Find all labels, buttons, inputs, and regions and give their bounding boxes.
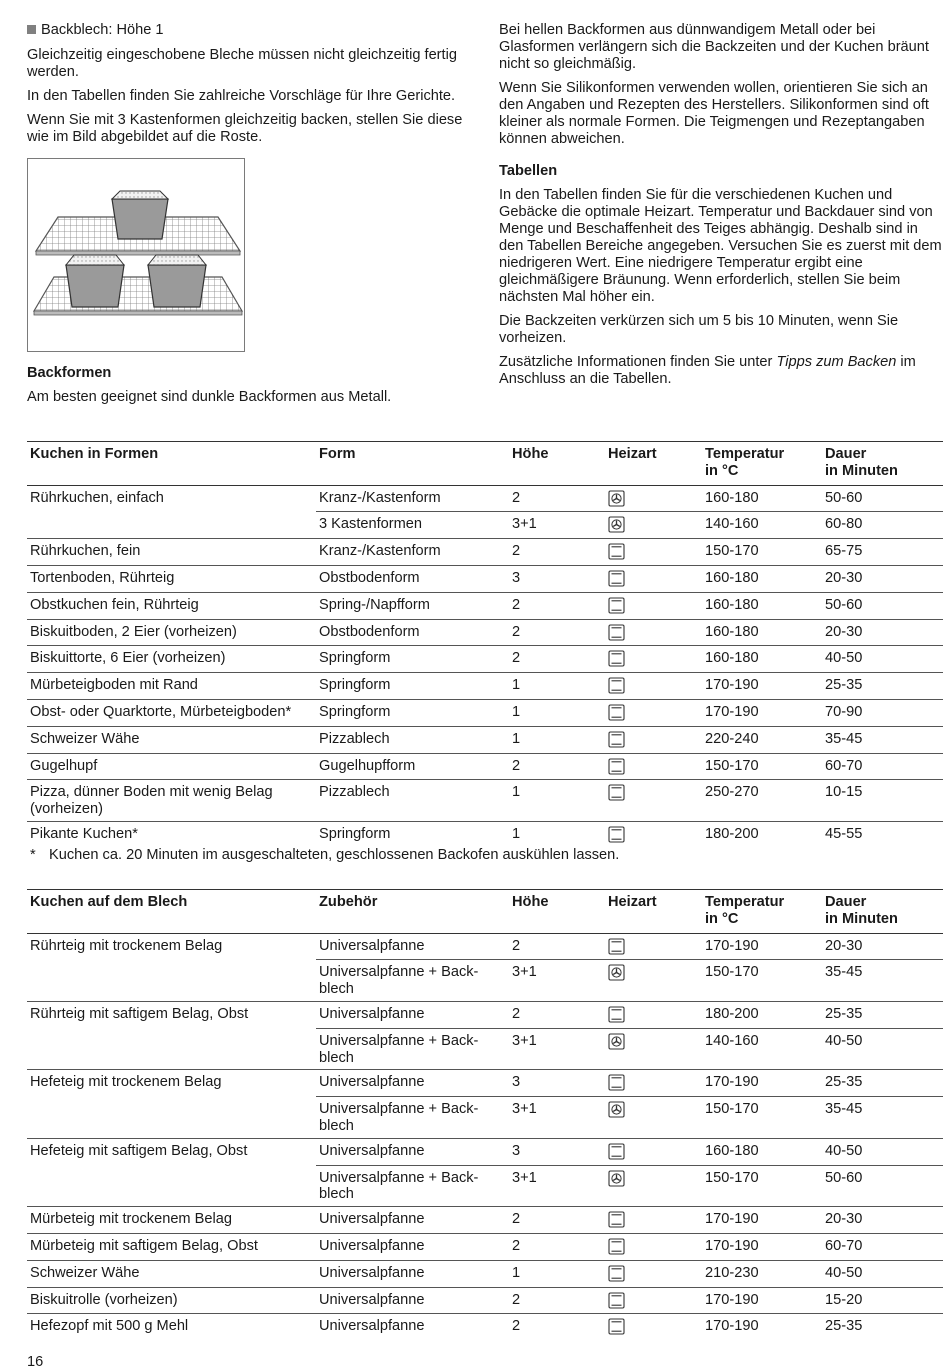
square-bullet-icon: [27, 25, 36, 34]
paragraph: Bei hellen Backformen aus dünnwandigem Metall oder bei Glasformen verlängern sich die Backzeiten und der Kuchen bräunt nicht so gleichmäßig.: [499, 22, 929, 72]
top-bottom-heat-icon: [608, 597, 625, 614]
cake-name-cell: [27, 1165, 316, 1207]
level-cell: 2: [509, 933, 605, 960]
top-bottom-heat-icon: [608, 758, 625, 775]
cake-name-cell: Pizza, dünner Boden mit wenig Belag (vorheizen): [27, 780, 316, 822]
paragraph: [499, 354, 942, 388]
temperature-cell: 160-180: [702, 646, 822, 673]
level-cell: 3+1: [509, 1165, 605, 1207]
table-row: [27, 960, 943, 1002]
table-row: [27, 512, 943, 539]
left-column: [27, 22, 463, 413]
top-bottom-heat-icon: [608, 570, 625, 587]
form-cell: Universalpfanne: [316, 1138, 509, 1165]
duration-cell: 45-55: [822, 821, 943, 847]
duration-cell: 20-30: [822, 1207, 943, 1234]
text: Zusätzliche Informationen finden Sie unter: [499, 354, 777, 370]
level-cell: 2: [509, 1287, 605, 1314]
level-cell: 2: [509, 619, 605, 646]
level-cell: 2: [509, 646, 605, 673]
heating-mode-cell: [605, 512, 702, 539]
heating-mode-cell: [605, 1070, 702, 1097]
top-bottom-heat-icon: [608, 1211, 625, 1228]
hot-air-fan-icon: [608, 516, 625, 533]
table-row: [27, 673, 943, 700]
duration-cell: 40-50: [822, 1260, 943, 1287]
top-bottom-heat-icon: [608, 1292, 625, 1309]
duration-cell: 60-80: [822, 512, 943, 539]
table-row: [27, 1070, 943, 1097]
temperature-cell: 140-160: [702, 512, 822, 539]
form-cell: 3 Kastenformen: [316, 512, 509, 539]
temperature-cell: 210-230: [702, 1260, 822, 1287]
heating-mode-cell: [605, 1260, 702, 1287]
table-row: [27, 821, 943, 847]
level-cell: 2: [509, 1314, 605, 1340]
top-bottom-heat-icon: [608, 1143, 625, 1160]
column-header: Heizart: [605, 890, 702, 934]
hot-air-fan-icon: [608, 964, 625, 981]
table-row: [27, 565, 943, 592]
top-bottom-heat-icon: [608, 677, 625, 694]
cake-name-cell: Obst- oder Quarktorte, Mürbeteigboden*: [27, 699, 316, 726]
duration-cell: 40-50: [822, 1138, 943, 1165]
duration-cell: 60-70: [822, 1233, 943, 1260]
temperature-cell: 150-170: [702, 539, 822, 566]
temperature-cell: 150-170: [702, 960, 822, 1002]
top-bottom-heat-icon: [608, 1006, 625, 1023]
level-cell: 2: [509, 753, 605, 780]
temperature-cell: 170-190: [702, 673, 822, 700]
temperature-cell: 180-200: [702, 1001, 822, 1028]
cake-name-cell: Hefezopf mit 500 g Mehl: [27, 1314, 316, 1340]
heating-mode-cell: [605, 780, 702, 822]
level-cell: 1: [509, 699, 605, 726]
temperature-cell: 170-190: [702, 1070, 822, 1097]
italic-reference: Tipps zum Backen: [776, 354, 897, 370]
heating-mode-cell: [605, 1165, 702, 1207]
heating-mode-cell: [605, 592, 702, 619]
heating-mode-cell: [605, 565, 702, 592]
heating-mode-cell: [605, 821, 702, 847]
temperature-cell: 150-170: [702, 753, 822, 780]
form-cell: Universalpfanne: [316, 1287, 509, 1314]
table-row: [27, 1028, 943, 1070]
column-header: Höhe: [509, 442, 605, 486]
right-column: [499, 22, 942, 395]
cake-name-cell: Obstkuchen fein, Rührteig: [27, 592, 316, 619]
cake-name-cell: Hefeteig mit saftigem Belag, Obst: [27, 1138, 316, 1165]
form-cell: Kranz-/Kastenform: [316, 485, 509, 512]
footnote: [30, 847, 619, 864]
top-bottom-heat-icon: [608, 826, 625, 843]
cake-name-cell: Mürbeteigboden mit Rand: [27, 673, 316, 700]
table-row: [27, 1097, 943, 1139]
duration-cell: 10-15: [822, 780, 943, 822]
bullet-item: [27, 22, 463, 39]
level-cell: 3: [509, 1070, 605, 1097]
top-bottom-heat-icon: [608, 1074, 625, 1091]
form-cell: Springform: [316, 699, 509, 726]
column-header: Form: [316, 442, 509, 486]
duration-cell: 50-60: [822, 1165, 943, 1207]
level-cell: 1: [509, 673, 605, 700]
level-cell: 2: [509, 1207, 605, 1234]
top-bottom-heat-icon: [608, 731, 625, 748]
temperature-cell: 150-170: [702, 1097, 822, 1139]
duration-cell: 15-20: [822, 1287, 943, 1314]
form-cell: Universalpfanne + Back- blech: [316, 1028, 509, 1070]
heating-mode-cell: [605, 1138, 702, 1165]
form-cell: Universalpfanne + Back- blech: [316, 960, 509, 1002]
level-cell: 3: [509, 565, 605, 592]
cake-name-cell: Gugelhupf: [27, 753, 316, 780]
heating-mode-cell: [605, 699, 702, 726]
duration-cell: 50-60: [822, 485, 943, 512]
level-cell: 3+1: [509, 960, 605, 1002]
hot-air-fan-icon: [608, 490, 625, 507]
cake-name-cell: Biskuittorte, 6 Eier (vorheizen): [27, 646, 316, 673]
level-cell: 1: [509, 1260, 605, 1287]
table-row: [27, 1138, 943, 1165]
heating-mode-cell: [605, 619, 702, 646]
duration-cell: 20-30: [822, 933, 943, 960]
table-row: [27, 699, 943, 726]
level-cell: 2: [509, 1001, 605, 1028]
heating-mode-cell: [605, 673, 702, 700]
level-cell: 3: [509, 1138, 605, 1165]
cake-name-cell: Biskuitrolle (vorheizen): [27, 1287, 316, 1314]
form-cell: Springform: [316, 673, 509, 700]
heating-mode-cell: [605, 960, 702, 1002]
column-header: Dauer in Minuten: [822, 442, 943, 486]
duration-cell: 40-50: [822, 646, 943, 673]
duration-cell: 35-45: [822, 1097, 943, 1139]
cake-name-cell: [27, 960, 316, 1002]
duration-cell: 25-35: [822, 1070, 943, 1097]
cake-name-cell: Rührteig mit saftigem Belag, Obst: [27, 1001, 316, 1028]
top-bottom-heat-icon: [608, 1238, 625, 1255]
cake-name-cell: Biskuitboden, 2 Eier (vorheizen): [27, 619, 316, 646]
cake-name-cell: [27, 1028, 316, 1070]
heating-mode-cell: [605, 1207, 702, 1234]
duration-cell: 35-45: [822, 726, 943, 753]
temperature-cell: 160-180: [702, 1138, 822, 1165]
table-row: [27, 1207, 943, 1234]
top-bottom-heat-icon: [608, 938, 625, 955]
level-cell: 2: [509, 539, 605, 566]
table-row: [27, 753, 943, 780]
bullet-text: Backblech: Höhe 1: [41, 22, 164, 38]
level-cell: 3+1: [509, 1028, 605, 1070]
column-header: Höhe: [509, 890, 605, 934]
temperature-cell: 170-190: [702, 1314, 822, 1340]
temperature-cell: 170-190: [702, 1207, 822, 1234]
form-cell: Universalpfanne: [316, 1001, 509, 1028]
temperature-cell: 170-190: [702, 699, 822, 726]
cake-name-cell: Rührteig mit trockenem Belag: [27, 933, 316, 960]
column-header: Zubehör: [316, 890, 509, 934]
heating-mode-cell: [605, 646, 702, 673]
form-cell: Kranz-/Kastenform: [316, 539, 509, 566]
table-row: [27, 592, 943, 619]
footnote-marker: *: [30, 847, 36, 863]
form-cell: Obstbodenform: [316, 619, 509, 646]
temperature-cell: 250-270: [702, 780, 822, 822]
footnote-text: Kuchen ca. 20 Minuten im ausgeschalteten, geschlossenen Backofen auskühlen lassen.: [49, 847, 620, 863]
duration-cell: 20-30: [822, 619, 943, 646]
paragraph: Am besten geeignet sind dunkle Backformen aus Metall.: [27, 389, 392, 405]
heating-mode-cell: [605, 933, 702, 960]
temperature-cell: 150-170: [702, 1165, 822, 1207]
column-header: Temperatur in °C: [702, 890, 822, 934]
temperature-cell: 220-240: [702, 726, 822, 753]
cake-name-cell: Tortenboden, Rührteig: [27, 565, 316, 592]
column-header: Temperatur in °C: [702, 442, 822, 486]
duration-cell: 35-45: [822, 960, 943, 1002]
table-row: [27, 1165, 943, 1207]
form-cell: Pizzablech: [316, 726, 509, 753]
oven-racks-icon: [28, 159, 244, 351]
duration-cell: 25-35: [822, 673, 943, 700]
form-cell: Spring-/Napfform: [316, 592, 509, 619]
kuchen-in-formen-table: [27, 441, 943, 848]
hot-air-fan-icon: [608, 1033, 625, 1050]
column-header: Kuchen auf dem Blech: [27, 890, 316, 934]
heating-mode-cell: [605, 1287, 702, 1314]
heating-mode-cell: [605, 726, 702, 753]
cake-name-cell: [27, 512, 316, 539]
cake-name-cell: Schweizer Wähe: [27, 726, 316, 753]
top-bottom-heat-icon: [608, 650, 625, 667]
duration-cell: 25-35: [822, 1314, 943, 1340]
form-cell: Universalpfanne: [316, 1260, 509, 1287]
duration-cell: 70-90: [822, 699, 943, 726]
form-cell: Universalpfanne: [316, 1070, 509, 1097]
heating-mode-cell: [605, 1028, 702, 1070]
hot-air-fan-icon: [608, 1101, 625, 1118]
table-row: [27, 1260, 943, 1287]
heating-mode-cell: [605, 1233, 702, 1260]
top-bottom-heat-icon: [608, 543, 625, 560]
table-row: [27, 1001, 943, 1028]
table-header-row: [27, 890, 943, 934]
form-cell: Universalpfanne + Back- blech: [316, 1097, 509, 1139]
table-row: [27, 933, 943, 960]
heating-mode-cell: [605, 539, 702, 566]
loaf-pans-on-racks-illustration: [27, 158, 245, 352]
heating-mode-cell: [605, 1001, 702, 1028]
form-cell: Obstbodenform: [316, 565, 509, 592]
top-bottom-heat-icon: [608, 624, 625, 641]
backformen-heading: Backformen: [27, 365, 112, 381]
level-cell: 2: [509, 592, 605, 619]
text: im Anschluss an die Tabellen.: [499, 354, 916, 387]
top-bottom-heat-icon: [608, 704, 625, 721]
duration-cell: 50-60: [822, 592, 943, 619]
level-cell: 1: [509, 821, 605, 847]
cake-name-cell: [27, 1097, 316, 1139]
form-cell: Universalpfanne: [316, 1314, 509, 1340]
column-header: Heizart: [605, 442, 702, 486]
table-row: [27, 485, 943, 512]
table-row: [27, 1287, 943, 1314]
cake-name-cell: Pikante Kuchen*: [27, 821, 316, 847]
temperature-cell: 160-180: [702, 592, 822, 619]
table-row: [27, 539, 943, 566]
heating-mode-cell: [605, 1097, 702, 1139]
page-number: 16: [27, 1354, 44, 1370]
cake-name-cell: Mürbeteig mit trockenem Belag: [27, 1207, 316, 1234]
duration-cell: 40-50: [822, 1028, 943, 1070]
level-cell: 2: [509, 1233, 605, 1260]
table-row: [27, 726, 943, 753]
column-header: Dauer in Minuten: [822, 890, 943, 934]
paragraph: In den Tabellen finden Sie zahlreiche Vorschläge für Ihre Gerichte.: [27, 88, 456, 104]
hot-air-fan-icon: [608, 1170, 625, 1187]
paragraph: Die Backzeiten verkürzen sich um 5 bis 10 Minuten, wenn Sie vorheizen.: [499, 313, 899, 346]
heating-mode-cell: [605, 1314, 702, 1340]
tabellen-heading: Tabellen: [499, 163, 558, 179]
temperature-cell: 170-190: [702, 1287, 822, 1314]
cake-name-cell: Rührkuchen, fein: [27, 539, 316, 566]
top-bottom-heat-icon: [608, 1265, 625, 1282]
top-bottom-heat-icon: [608, 784, 625, 801]
table-row: [27, 619, 943, 646]
form-cell: Universalpfanne: [316, 1207, 509, 1234]
level-cell: 2: [509, 485, 605, 512]
duration-cell: 20-30: [822, 565, 943, 592]
level-cell: 1: [509, 780, 605, 822]
form-cell: Universalpfanne: [316, 1233, 509, 1260]
table-row: [27, 1314, 943, 1340]
cake-name-cell: Rührkuchen, einfach: [27, 485, 316, 512]
table-row: [27, 780, 943, 822]
paragraph: Wenn Sie mit 3 Kastenformen gleichzeitig backen, stellen Sie diese wie im Bild abgebildet auf die Roste.: [27, 112, 463, 145]
cake-name-cell: Schweizer Wähe: [27, 1260, 316, 1287]
column-header: Kuchen in Formen: [27, 442, 316, 486]
form-cell: Springform: [316, 646, 509, 673]
duration-cell: 25-35: [822, 1001, 943, 1028]
duration-cell: 65-75: [822, 539, 943, 566]
kuchen-auf-dem-blech-table: [27, 889, 943, 1340]
level-cell: 3+1: [509, 512, 605, 539]
table-row: [27, 1233, 943, 1260]
table-header-row: [27, 442, 943, 486]
temperature-cell: 170-190: [702, 933, 822, 960]
temperature-cell: 180-200: [702, 821, 822, 847]
form-cell: Gugelhupfform: [316, 753, 509, 780]
form-cell: Pizzablech: [316, 780, 509, 822]
temperature-cell: 160-180: [702, 485, 822, 512]
heating-mode-cell: [605, 485, 702, 512]
form-cell: Universalpfanne: [316, 933, 509, 960]
form-cell: Universalpfanne + Back- blech: [316, 1165, 509, 1207]
level-cell: 1: [509, 726, 605, 753]
temperature-cell: 160-180: [702, 619, 822, 646]
duration-cell: 60-70: [822, 753, 943, 780]
top-bottom-heat-icon: [608, 1318, 625, 1335]
heating-mode-cell: [605, 753, 702, 780]
cake-name-cell: Hefeteig mit trockenem Belag: [27, 1070, 316, 1097]
paragraph: Gleichzeitig eingeschobene Bleche müssen nicht gleichzeitig fertig werden.: [27, 47, 457, 80]
paragraph: In den Tabellen finden Sie für die verschiedenen Kuchen und Gebäcke die optimale Heizart. Temperatur und Backdauer sind von Menge und Beschaffenheit des Teiges abhängig. Deshalb sind in den Tabellen Bereiche angegeben. Versuchen Sie es zuerst mit dem niedrigeren Wert. Eine niedrigere Temperatur ergibt eine gleichmäßigere Bräunung. Wenn erforderlich, stellen Sie beim nächsten Mal höher ein.: [499, 187, 942, 305]
form-cell: Springform: [316, 821, 509, 847]
cake-name-cell: Mürbeteig mit saftigem Belag, Obst: [27, 1233, 316, 1260]
paragraph: Wenn Sie Silikonformen verwenden wollen, orientieren Sie sich an den Angaben und Rezepten des Herstellers. Silikonformen sind oft kleiner als normale Formen. Die Teigmengen und Rezeptangaben können abweichen.: [499, 80, 929, 147]
level-cell: 3+1: [509, 1097, 605, 1139]
temperature-cell: 160-180: [702, 565, 822, 592]
temperature-cell: 170-190: [702, 1233, 822, 1260]
table-row: [27, 646, 943, 673]
temperature-cell: 140-160: [702, 1028, 822, 1070]
